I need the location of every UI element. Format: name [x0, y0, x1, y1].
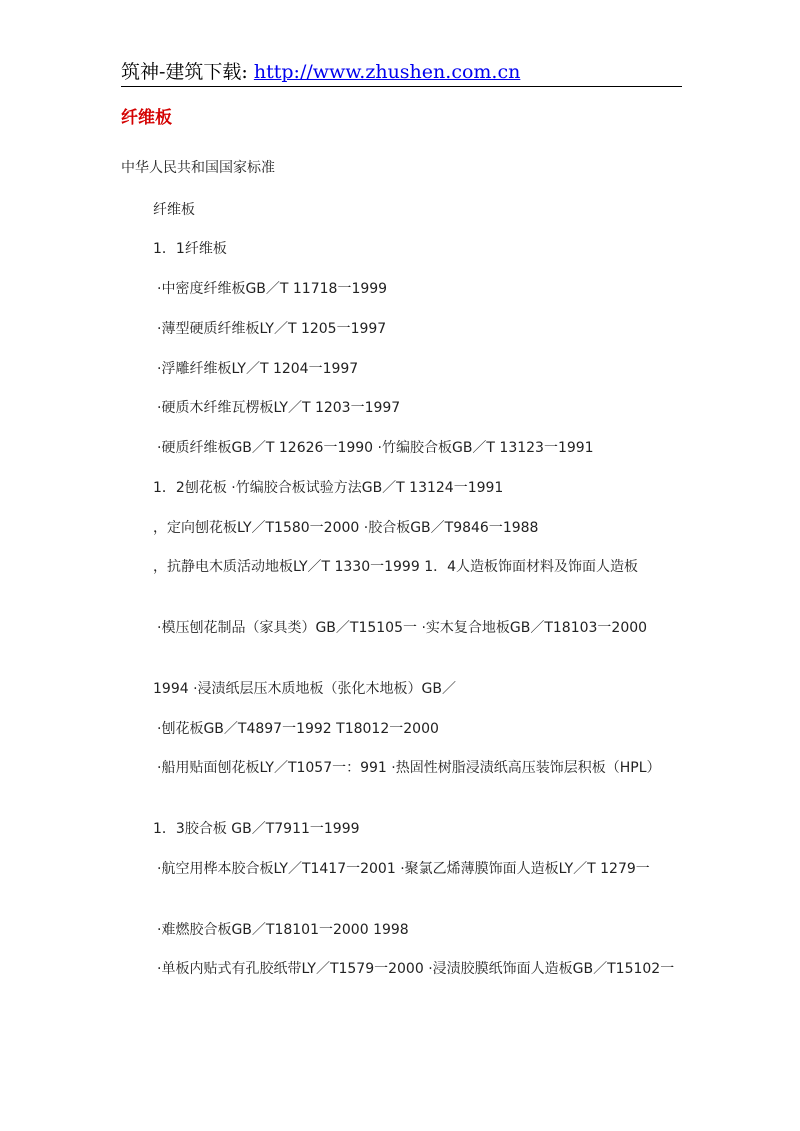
standard-item: ，定向刨花板LY／T1580一2000 ·胶合板GB／T9846一1988 — [153, 520, 539, 536]
standard-item: ·中密度纤维板GB／T 11718一1999 — [157, 281, 388, 297]
standard-item: ·浮雕纤维板LY／T 1204一1997 — [157, 361, 359, 377]
site-header — [121, 58, 682, 87]
standard-item: ·薄型硬质纤维板LY／T 1205一1997 — [157, 321, 387, 337]
standard-heading: 中华人民共和国国家标准 — [121, 160, 275, 176]
standard-item: ·硬质纤维板GB／T 12626一1990 ·竹编胶合板GB／T 13123一1991 — [157, 440, 594, 456]
standard-item: ·单板内贴式有孔胶纸带LY／T1579一2000 ·浸渍胶膜纸饰面人造板GB／T15102一 — [157, 961, 675, 977]
subsection-heading: 1．3胶合板 GB／T7911一1999 — [153, 821, 360, 837]
standard-item: ·船用贴面刨花板LY／T1057一：991 ·热固性树脂浸渍纸高压装饰层积板（HPL） — [157, 760, 661, 776]
standard-item: 1994 ·浸渍纸层压木质地板（张化木地板）GB／ — [153, 681, 456, 697]
standard-item: ·难燃胶合板GB／T18101一2000 1998 — [157, 922, 409, 938]
standard-item: ·航空用桦本胶合板LY／T1417一2001 ·聚氯乙烯薄膜饰面人造板LY／T 1279一 — [157, 861, 650, 877]
section-heading: 纤维板 — [153, 202, 195, 218]
standard-item: 1．2刨花板 ·竹编胶合板试验方法GB／T 13124一1991 — [153, 480, 504, 496]
standard-item: ·刨花板GB／T4897一1992 T18012一2000 — [157, 721, 439, 737]
standard-item: ，抗静电木质活动地板LY／T 1330一1999 1．4人造板饰面材料及饰面人造板 — [153, 559, 639, 575]
site-link[interactable]: http://www.zhushen.com.cn — [253, 61, 521, 83]
standard-item: ·硬质木纤维瓦楞板LY／T 1203一1997 — [157, 400, 401, 416]
subsection-heading: 1．1纤维板 — [153, 241, 227, 257]
doc-title: 纤维板 — [121, 108, 172, 128]
site-label: 筑神-建筑下载: — [121, 61, 254, 83]
standard-item: ·模压刨花制品（家具类）GB／T15105一 ·实木复合地板GB／T18103一2000 — [157, 620, 648, 636]
